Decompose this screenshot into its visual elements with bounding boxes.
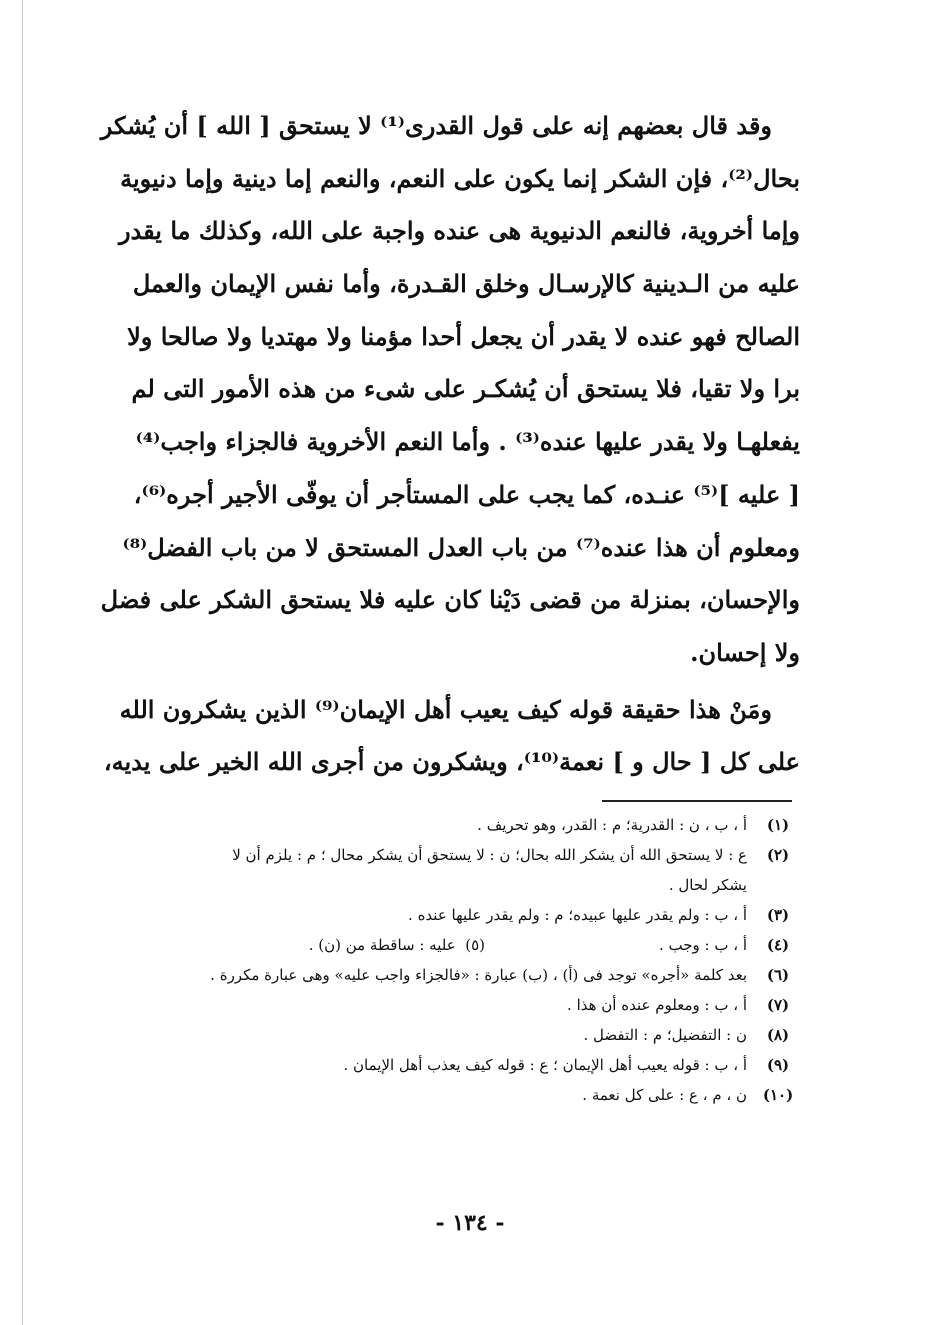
footnote-number: (٨) [766, 1026, 790, 1044]
text-line: الصالح فهو عنده لا يقدر أن يجعل أحدا مؤمنا ولا مهتديا ولا صالحا ولا [127, 321, 800, 351]
footnote-number: (٥) [465, 936, 485, 954]
footnote-text: يشكر لحال . [668, 876, 747, 894]
footnote-continuation [95, 870, 795, 900]
footnote [95, 930, 795, 960]
text-line: والإحسان، بمنزلة من قضى دَيْنا كان عليه فلا يستحق الشكر على فضل [100, 585, 800, 615]
footnote-number: (٩) [766, 1056, 790, 1074]
footnote-number: (٣) [766, 906, 790, 924]
footnote-number: (٤) [766, 936, 790, 954]
text-line: بحال⁽²⁾، فإن الشكر إنما يكون على النعم، والنعم إما دينية وإما دنيوية [120, 163, 800, 193]
page-gutter-line [22, 0, 23, 1325]
text-line: ومَنْ هذا حقيقة قوله كيف يعيب أهل الإيمان⁽⁹⁾ الذين يشكرون الله [119, 694, 772, 724]
footnote-inline [309, 930, 485, 960]
footnote [95, 810, 795, 840]
text-line: برا ولا تقيا، فلا يستحق أن يُشكـر على شىء من هذه الأمور التى لم [131, 374, 800, 404]
footnotes [95, 810, 795, 1110]
footnote-text: عليه : ساقطة من (ن) . [308, 936, 456, 954]
footnote-text: ن : التفضيل؛ م : التفضل . [583, 1026, 747, 1044]
footnote [95, 1020, 795, 1050]
text-line: ولا إحسان. [690, 637, 800, 667]
footnote-number: (١) [766, 816, 790, 834]
footnote-number: (١٠) [762, 1086, 794, 1104]
footnote-number: (٢) [766, 846, 790, 864]
footnote-text: أ ، ب : ومعلوم عنده أن هذا . [567, 996, 747, 1014]
footnote-text: بعد كلمة «أجره» توجد فى (أ) ، (ب) عبارة : «فالجزاء واجب عليه» وهى عبارة مكررة . [210, 966, 747, 984]
text-line: يفعلهـا ولا يقدر عليها عنده⁽³⁾ . وأما النعم الأخروية فالجزاء واجب⁽⁴⁾ [135, 427, 800, 457]
footnote [95, 1050, 795, 1080]
text-line: وإما أخروية، فالنعم الدنيوية هى عنده واجبة على الله، وكذلك ما يقدر [118, 216, 800, 246]
text-line: وقد قال بعضهم إنه على قول القدرى⁽¹⁾ لا يستحق [ الله ] أن يُشكر [100, 111, 772, 140]
footnote-text: أ ، ب : وجب . [658, 936, 747, 954]
text-line: على كل [ حال و ] نعمة⁽¹⁰⁾، ويشكرون من أجرى الله الخير على يديه، [103, 747, 800, 777]
footnote-text: ن ، م ، ع : على كل نعمة . [582, 1086, 747, 1104]
text-line: [ عليه ]⁽⁵⁾ عنـده، كما يجب على المستأجر أن يوفّى الأجير أجره⁽⁶⁾، [133, 479, 800, 509]
footnote [95, 1080, 795, 1110]
text-line: ومعلوم أن هذا عنده⁽⁷⁾ من باب العدل المستحق لا من باب الفضل⁽⁸⁾ [122, 532, 800, 562]
text-line: عليه من الـدينية كالإرسـال وخلق القـدرة، وأما نفس الإيمان والعمل [132, 269, 800, 299]
footnote [95, 840, 795, 870]
footnote [95, 900, 795, 930]
footnote-text: أ ، ب ، ن : القدرية؛ م : القدر، وهو تحريف . [477, 816, 747, 834]
footnote-text: أ ، ب : قوله يعيب أهل الإيمان ؛ ع : قوله كيف يعذب أهل الإيمان . [343, 1056, 747, 1074]
main-text [95, 100, 800, 789]
footnote-number: (٦) [766, 966, 790, 984]
footnote [95, 990, 795, 1020]
page-number: - ١٣٤ - [435, 1210, 505, 1236]
footnote-number: (٧) [766, 996, 790, 1014]
footnote-text: ع : لا يستحق الله أن يشكر الله بحال؛ ن : لا يستحق أن يشكر محال ؛ م : يلزم أن لا [232, 846, 747, 864]
footnote-text: أ ، ب : ولم يقدر عليها عبيده؛ م : ولم يقدر عليها عنده . [408, 906, 747, 924]
footnote [95, 960, 795, 990]
footnote-separator [602, 800, 792, 802]
